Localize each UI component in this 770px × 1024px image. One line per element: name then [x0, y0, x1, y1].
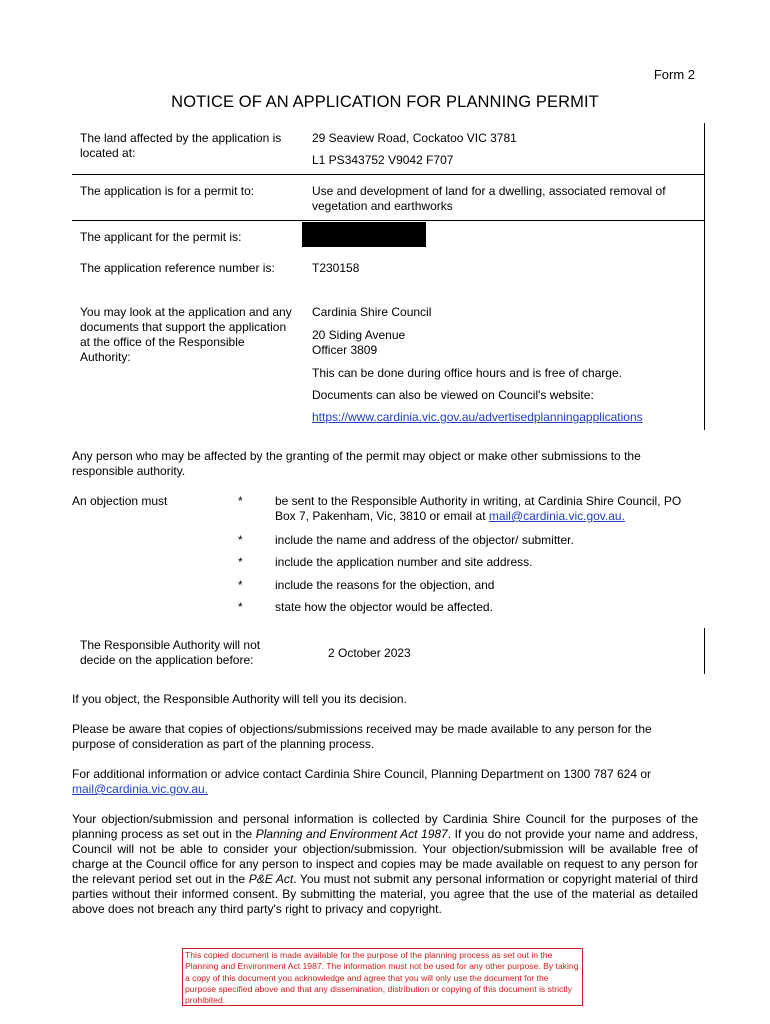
applicant-label: The applicant for the permit is: — [80, 230, 242, 244]
privacy-part2: . If you do not provide your name and address, Council will not be able to consider your objection/submission. Your objection/submission will be available free of charge at the Council office for any person to inspect and copies may be made available on request to any person for the relevant period set out in the — [72, 827, 699, 886]
website-note: Documents can also be viewed on Council's website: — [312, 388, 594, 402]
objection-item-send-text: be sent to the Responsible Authority in writing, at Cardinia Shire Council, PO Box 7, Pakenham, Vic, 3810 or email at — [275, 494, 682, 523]
contact-paragraph — [72, 767, 698, 797]
page-title: NOTICE OF AN APPLICATION FOR PLANNING PERMIT — [171, 93, 599, 111]
purpose-value: Use and development of land for a dwelling, associated removal of vegetation and earthworks — [312, 184, 666, 213]
privacy-part1: Your objection/submission and personal information is collected by Cardinia Shire Council for the purposes of the planning process as set out in the — [72, 812, 698, 841]
form-number: Form 2 — [653, 67, 695, 82]
bullet-icon: * — [238, 578, 243, 592]
reference-label: The application reference number is: — [80, 261, 275, 275]
inspect-label: You may look at the application and any documents that support the application at the office of the Responsible Authority: — [80, 305, 292, 364]
council-name: Cardinia Shire Council — [312, 305, 432, 319]
affected-paragraph: Any person who may be affected by the granting of the permit may object or make other submissions to the responsible authority. — [72, 449, 641, 478]
copies-paragraph: Please be aware that copies of objections/submissions received may be made available to any person for the purpose of consideration as part of the planning process. — [72, 722, 652, 751]
privacy-paragraph — [72, 812, 698, 917]
privacy-act-short: P&E Act — [248, 872, 294, 886]
council-street: 20 Siding Avenue — [312, 328, 406, 342]
objection-item-affected: state how the objector would be affected. — [275, 600, 493, 614]
redacted-applicant — [302, 222, 426, 247]
bullet-icon: * — [238, 533, 243, 547]
copy-notice-stamp: This copied document is made available for the purpose of the planning process as set out in the Planning and Environment Act 1987. The information must not be used for any other purpose. By taking a copy of this document you acknowledge and agree that you will only use the document for the purpose specified above and that any dissemination, distribution or copying of this document is strictly prohibited. — [182, 948, 583, 1006]
table-right-border — [704, 123, 705, 430]
land-address: 29 Seaview Road, Cockatoo VIC 3781 — [312, 131, 517, 145]
contact-email-link[interactable]: mail@cardinia.vic.gov.au. — [72, 782, 209, 796]
decision-label: The Responsible Authority will not decide on the application before: — [80, 638, 261, 667]
council-suburb: Officer 3809 — [312, 343, 378, 357]
hours-note: This can be done during office hours and is free of charge. — [312, 366, 622, 380]
objection-item-number: include the application number and site address. — [275, 555, 533, 569]
privacy-part3: . You must not submit any personal information or copyright material of third parties without their informed consent. By submitting the material, you agree that the use of the material as detailed above does not breach any third party's right to privacy and copyright. — [72, 872, 698, 916]
objection-label: An objection must — [72, 494, 168, 508]
table-divider-2 — [72, 220, 704, 221]
land-label: The land affected by the application is located at: — [80, 131, 282, 160]
objection-email-link[interactable]: mail@cardinia.vic.gov.au. — [488, 509, 625, 523]
contact-text: For additional information or advice contact Cardinia Shire Council, Planning Department on 1300 787 624 or — [72, 767, 652, 781]
land-lot: L1 PS343752 V9042 F707 — [312, 153, 454, 167]
purpose-label: The application is for a permit to: — [80, 184, 255, 198]
bullet-icon: * — [238, 600, 243, 614]
objection-item-name: include the name and address of the objector/ submitter. — [275, 533, 574, 547]
privacy-act-name: Planning and Environment Act 1987 — [255, 827, 448, 841]
objection-item-send — [275, 494, 705, 524]
decision-right-border — [704, 628, 705, 674]
reference-value: T230158 — [312, 261, 360, 275]
table-divider-1 — [72, 174, 704, 175]
bullet-icon: * — [238, 555, 243, 569]
decision-date: 2 October 2023 — [328, 646, 411, 660]
objection-item-reasons: include the reasons for the objection, and — [275, 578, 495, 592]
bullet-icon: * — [238, 494, 243, 508]
object-paragraph: If you object, the Responsible Authority will tell you its decision. — [72, 692, 407, 706]
website-link[interactable]: https://www.cardinia.vic.gov.au/advertisedplanningapplications — [312, 410, 643, 424]
